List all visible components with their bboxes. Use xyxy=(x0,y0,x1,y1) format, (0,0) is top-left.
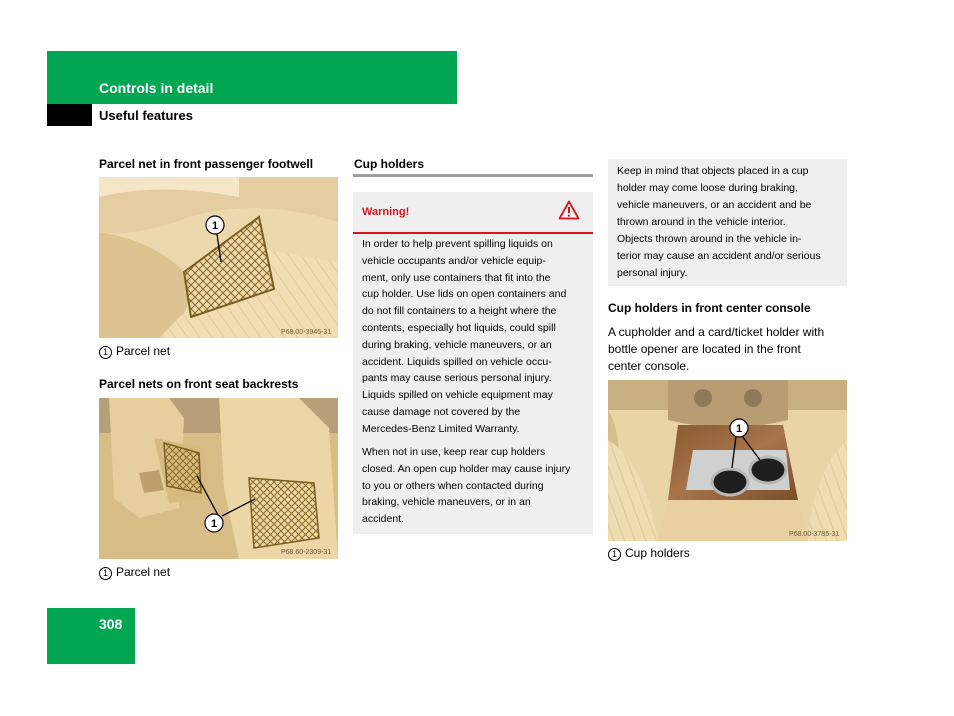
text-line: cup holder. Use lids on open containers and xyxy=(362,288,567,301)
text-line: accident. Liquids spilled on vehicle occu- xyxy=(362,355,552,368)
callout-number: 1 xyxy=(99,346,112,359)
text-line: In order to help prevent spilling liquids on xyxy=(362,238,553,250)
warning-divider xyxy=(353,232,593,234)
text-line: Mercedes-Benz Limited Warranty. xyxy=(362,422,520,435)
text-line: A cupholder and a card/ticket holder with xyxy=(608,325,825,339)
text-line: Objects thrown around in the vehicle in- xyxy=(617,233,802,245)
warning-label: Warning! xyxy=(362,206,410,218)
text-line: vehicle maneuvers, or an accident and be xyxy=(617,199,812,211)
parcel-net-caption xyxy=(99,343,170,359)
text-line: vehicle occupants and/or vehicle equip- xyxy=(362,254,546,267)
callout-number: 1 xyxy=(608,548,621,561)
parcel-net-footwell-heading: Parcel net in front passenger footwell xyxy=(99,157,314,171)
subsection-title: Useful features xyxy=(99,108,193,123)
center-console-description xyxy=(608,324,848,375)
cup-holders-center-console-image xyxy=(608,380,847,541)
text-line: center console. xyxy=(608,359,690,373)
callout-number: 1 xyxy=(99,567,112,580)
page-number: 308 xyxy=(99,616,123,632)
caption-label: Parcel net xyxy=(116,565,171,579)
heading-rule xyxy=(353,174,593,177)
text-line: Keep in mind that objects placed in a cup xyxy=(617,165,809,177)
text-line: thrown around in the vehicle interior. xyxy=(617,216,786,228)
note-text xyxy=(617,163,843,282)
caption-label: Cup holders xyxy=(625,546,690,560)
text-line: to you or others when contacted during xyxy=(362,479,544,492)
text-line: during braking, vehicle maneuvers, or an xyxy=(362,338,552,351)
warning-triangle-icon xyxy=(558,200,580,220)
cup-holders-center-console-heading: Cup holders in front center console xyxy=(608,301,811,315)
text-line: When not in use, keep rear cup holders xyxy=(362,446,546,458)
section-title: Controls in detail xyxy=(99,80,214,96)
cup-holders-caption xyxy=(608,545,690,561)
svg-text:1: 1 xyxy=(210,518,218,530)
image-code: P68.00-3945-31 xyxy=(281,329,332,336)
svg-text:1: 1 xyxy=(211,220,219,232)
text-line: bottle opener are located in the front xyxy=(608,342,801,356)
svg-text:1: 1 xyxy=(735,423,743,435)
text-line: ment, only use containers that fit into the xyxy=(362,271,551,284)
text-line: personal injury. xyxy=(617,267,688,279)
text-line: braking, vehicle maneuvers, or in an xyxy=(362,496,531,509)
image-code: P68.00-3785-31 xyxy=(789,531,840,538)
cup-holders-heading: Cup holders xyxy=(354,157,425,171)
text-line: holder may come loose during braking, xyxy=(617,182,798,194)
caption-label: Parcel net xyxy=(116,344,171,358)
subsection-marker xyxy=(47,104,92,126)
text-line: terior may cause an accident and/or serious xyxy=(617,250,821,262)
text-line: contents, especially hot liquids, could spill xyxy=(362,321,556,334)
image-code: P68.60-2309-31 xyxy=(281,549,332,556)
parcel-net-caption xyxy=(99,564,170,580)
parcel-net-footwell-image xyxy=(99,177,338,338)
text-line: do not fill containers to a height where the xyxy=(362,305,557,318)
section-header-band xyxy=(47,51,457,104)
warning-paragraph-1 xyxy=(362,236,588,438)
text-line: pants may cause serious personal injury. xyxy=(362,372,552,385)
text-line: closed. An open cup holder may cause injury xyxy=(362,462,571,475)
text-line: Liquids spilled on vehicle equipment may xyxy=(362,389,553,402)
text-line: cause damage not covered by the xyxy=(362,405,521,418)
text-line: accident. xyxy=(362,513,405,526)
warning-paragraph-2 xyxy=(362,444,588,528)
parcel-nets-seat-backrests-image xyxy=(99,398,338,559)
parcel-nets-seat-backrests-heading: Parcel nets on front seat backrests xyxy=(99,377,299,391)
